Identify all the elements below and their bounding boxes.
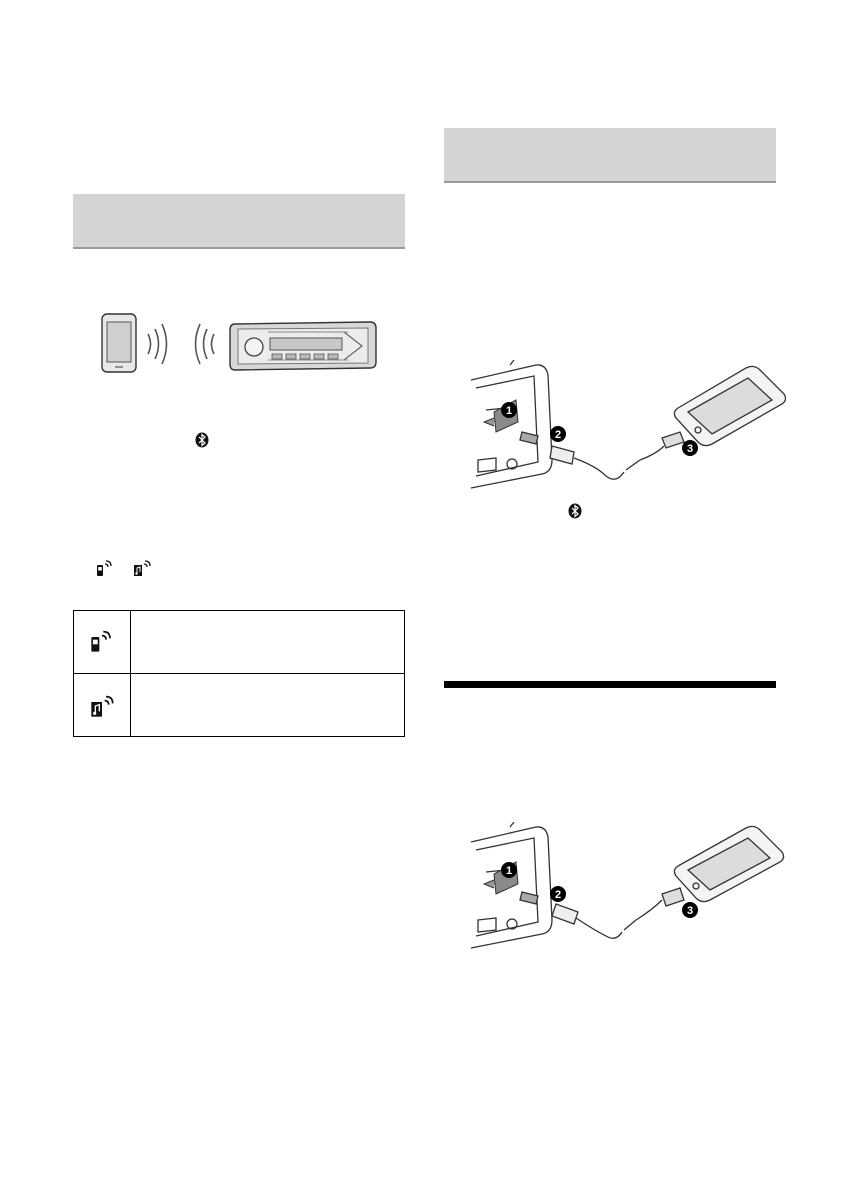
phone-connection-icon bbox=[96, 559, 114, 577]
usb-cable-icon bbox=[520, 432, 684, 479]
callout-3: 3 bbox=[686, 905, 694, 917]
audio-connection-icon bbox=[90, 694, 114, 718]
bluetooth-icon bbox=[195, 432, 209, 448]
car-stereo-unit-icon bbox=[230, 322, 376, 370]
callout-3: 3 bbox=[686, 443, 694, 455]
callout-1: 1 bbox=[505, 405, 513, 417]
wireless-waves-icon bbox=[148, 324, 214, 364]
iphone-icon bbox=[674, 366, 785, 445]
callout-2: 2 bbox=[554, 889, 562, 901]
callout-1: 1 bbox=[505, 865, 513, 877]
audio-connection-icon bbox=[133, 559, 151, 577]
left-section-header bbox=[73, 194, 405, 249]
smartphone-icon bbox=[102, 314, 136, 372]
section-heading bbox=[444, 692, 776, 722]
iphone-icon bbox=[674, 826, 783, 901]
usb-cable-icon bbox=[520, 888, 684, 938]
callout-markers bbox=[501, 862, 698, 918]
table-row bbox=[74, 611, 404, 674]
usb-connection-illustration-2 bbox=[466, 822, 786, 952]
bluetooth-connection-illustration bbox=[100, 312, 380, 374]
connection-type-table bbox=[73, 610, 405, 737]
bluetooth-icon bbox=[568, 503, 582, 519]
section-heading-rule bbox=[444, 681, 776, 688]
table-row bbox=[74, 674, 404, 736]
phone-connection-icon bbox=[90, 629, 114, 653]
right-section-header bbox=[444, 128, 776, 183]
callout-markers bbox=[501, 402, 698, 456]
usb-connection-illustration-1 bbox=[466, 360, 786, 492]
callout-2: 2 bbox=[554, 429, 562, 441]
